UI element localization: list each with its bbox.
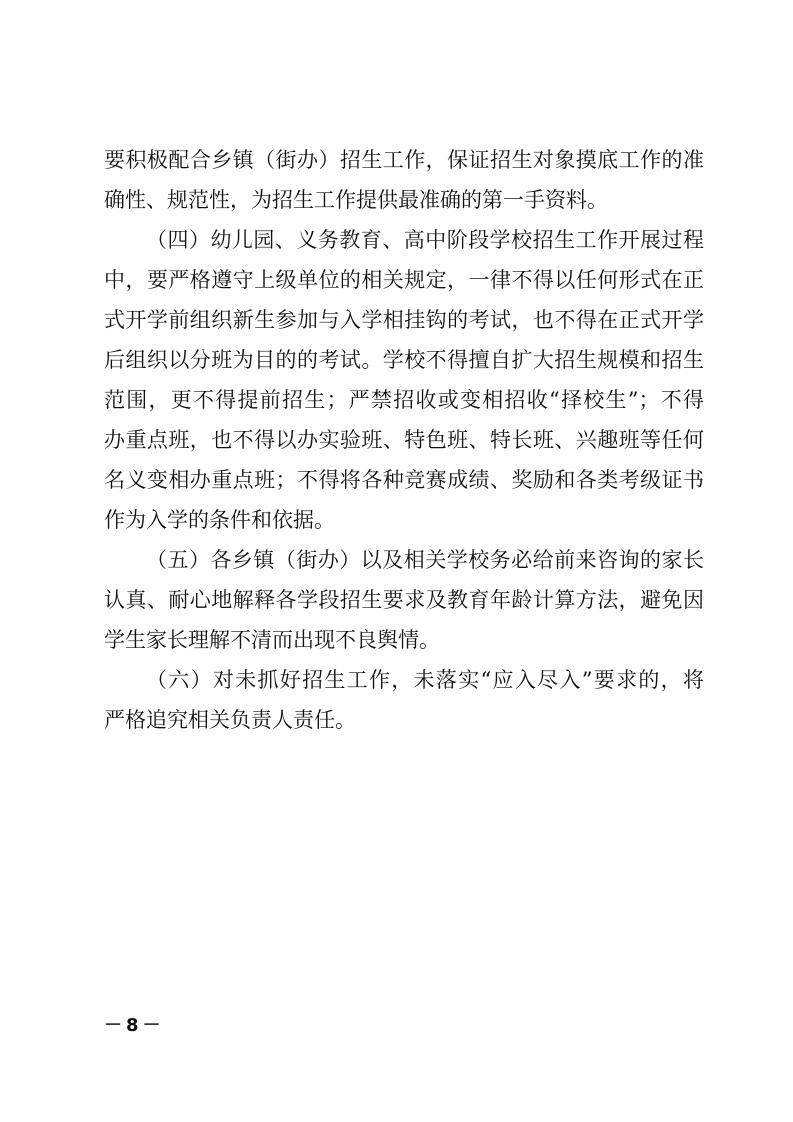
text-line: 要积极配合乡镇（街办）招生工作，保证招生对象摸底工作的准 [104, 148, 704, 172]
body-text [104, 140, 704, 740]
text-line: 范围，更不得提前招生；严禁招收或变相招收“择校生”；不得 [104, 388, 704, 412]
text-line: （六）对未抓好招生工作，未落实“应入尽入”要求的，将 [146, 668, 704, 692]
text-line: （五）各乡镇（街办）以及相关学校务必给前来咨询的家长 [146, 548, 704, 572]
text-line: 后组织以分班为目的的考试。学校不得擅自扩大招生规模和招生 [104, 348, 704, 372]
text-line: 中，要严格遵守上级单位的相关规定，一律不得以任何形式在正 [104, 268, 704, 292]
text-line: 确性、规范性，为招生工作提供最准确的第一手资料。 [104, 188, 608, 212]
text-line: 认真、耐心地解释各学段招生要求及教育年龄计算方法，避免因 [104, 588, 704, 612]
text-line: 名义变相办重点班；不得将各种竞赛成绩、奖励和各类考级证书 [104, 468, 704, 492]
text-line: 作为入学的条件和依据。 [104, 508, 335, 532]
text-line: 办重点班，也不得以办实验班、特色班、特长班、兴趣班等任何 [104, 428, 704, 452]
text-line: （四）幼儿园、义务教育、高中阶段学校招生工作开展过程 [146, 228, 704, 252]
text-line: 严格追究相关负责人责任。 [104, 708, 356, 732]
page-number: －8－ [104, 1015, 165, 1036]
text-line: 学生家长理解不清而出现不良舆情。 [104, 628, 440, 652]
text-line: 式开学前组织新生参加与入学相挂钩的考试，也不得在正式开学 [104, 308, 704, 332]
